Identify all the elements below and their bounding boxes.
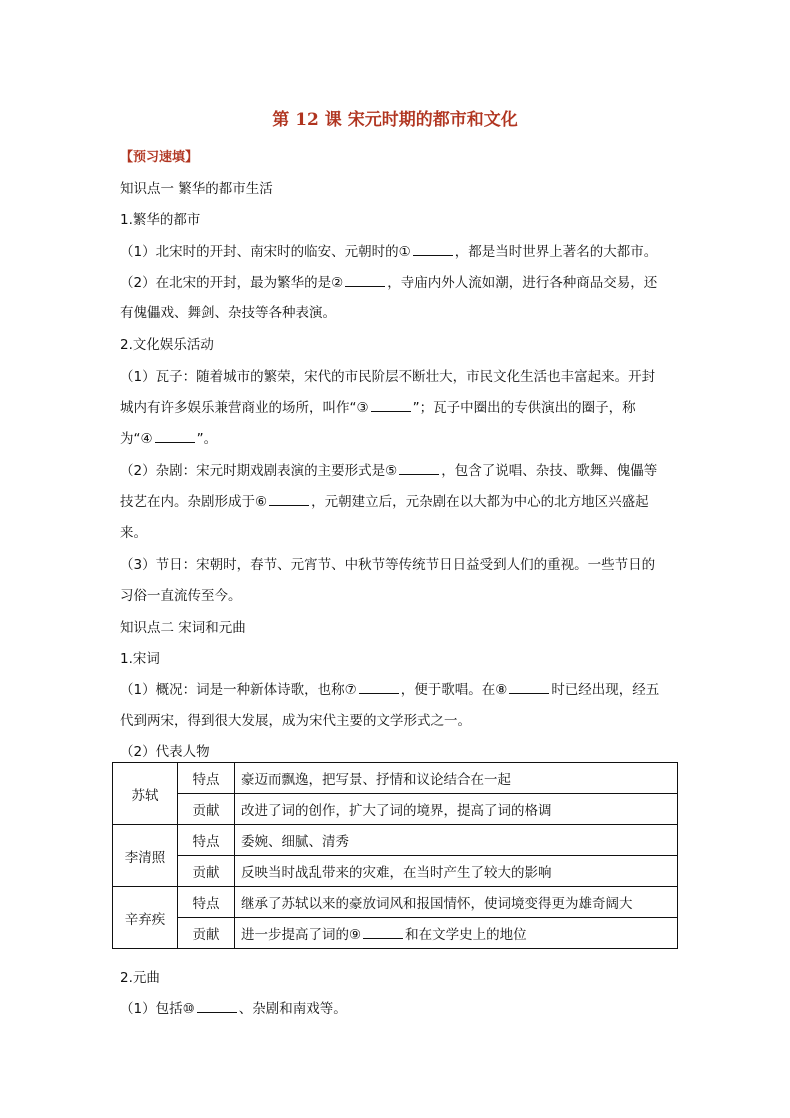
table-row	[113, 887, 678, 918]
knowledge-point-1-heading: 知识点一 繁华的都市生活	[120, 181, 273, 197]
row-label: 贡献	[178, 856, 235, 887]
paragraph: 代到两宋，得到很大发展，成为宋代主要的文学形式之一。	[120, 713, 471, 729]
row-value: 改进了词的创作，扩大了词的境界，提高了词的格调	[235, 794, 678, 825]
fill-blank-6[interactable]	[269, 493, 309, 506]
row-label: 贡献	[178, 918, 235, 949]
text: （1）北宋时的开封、南宋时的临安、元朝时的①	[120, 244, 411, 260]
subheading-entertainment: 2.文化娱乐活动	[120, 337, 214, 353]
row-label: 特点	[178, 887, 235, 918]
fill-blank-2[interactable]	[345, 274, 385, 287]
paragraph	[120, 490, 649, 510]
row-label: 贡献	[178, 794, 235, 825]
text: （2）在北宋的开封，最为繁华的是②	[120, 275, 344, 291]
text: 城内有许多娱乐兼营商业的场所，叫作“③	[120, 400, 369, 416]
subheading-prosperous-city: 1.繁华的都市	[120, 212, 201, 228]
row-value: 继承了苏轼以来的豪放词风和报国情怀，使词境变得更为雄奇阔大	[235, 887, 678, 918]
table-row	[113, 856, 678, 887]
row-label: 特点	[178, 825, 235, 856]
fill-blank-1[interactable]	[413, 243, 453, 256]
paragraph: 有傀儡戏、舞剑、杂技等各种表演。	[120, 305, 336, 321]
text: 为“④	[120, 431, 153, 447]
paragraph: （1）瓦子：随着城市的繁荣，宋代的市民阶层不断壮大，市民文化生活也丰富起来。开封	[120, 369, 656, 385]
row-value	[235, 918, 678, 949]
text: ，元朝建立后，元杂剧在以大都为中心的北方地区兴盛起	[311, 494, 649, 510]
text: ”。	[196, 431, 218, 447]
row-value: 豪迈而飘逸，把写景、抒情和议论结合在一起	[235, 763, 678, 794]
text: （2）杂剧：宋元时期戏剧表演的主要形式是⑤	[120, 463, 398, 479]
row-label: 特点	[178, 763, 235, 794]
text: （1）概况：词是一种新体诗歌，也称⑦	[120, 682, 357, 698]
fill-blank-3[interactable]	[371, 399, 411, 412]
text: （1）包括⑩	[120, 1001, 195, 1017]
text: ，都是当时世界上著名的大都市。	[454, 244, 658, 260]
paragraph	[120, 997, 347, 1017]
fill-blank-10[interactable]	[197, 1000, 237, 1013]
fill-blank-4[interactable]	[155, 430, 195, 443]
paragraph	[120, 240, 657, 260]
paragraph	[120, 271, 657, 291]
paragraph: （2）代表人物	[120, 744, 210, 760]
text: ”；瓦子中圈出的专供演出的圈子，称	[412, 400, 636, 416]
row-value: 委婉、细腻、清秀	[235, 825, 678, 856]
table-row	[113, 794, 678, 825]
page-title: 第 12 课 宋元时期的都市和文化	[272, 110, 518, 130]
text: 和在文学史上的地位	[405, 927, 527, 943]
paragraph	[120, 678, 659, 698]
text: 、杂剧和南戏等。	[238, 1001, 347, 1017]
row-value: 反映当时战乱带来的灾难，在当时产生了较大的影响	[235, 856, 678, 887]
fill-blank-9[interactable]	[363, 926, 403, 939]
paragraph: 习俗一直流传至今。	[120, 588, 242, 604]
paragraph	[120, 396, 636, 416]
table-row	[113, 763, 678, 794]
fill-blank-5[interactable]	[399, 462, 439, 475]
text: ，包含了说唱、杂技、歌舞、傀儡等	[441, 463, 658, 479]
text: 进一步提高了词的⑨	[241, 927, 362, 943]
table-row	[113, 825, 678, 856]
fill-blank-8[interactable]	[509, 681, 549, 694]
representative-poets-table	[112, 762, 678, 949]
subheading-song-ci: 1.宋词	[120, 651, 160, 667]
poet-name: 苏轼	[113, 763, 178, 825]
paragraph	[120, 427, 217, 447]
subheading-yuan-qu: 2.元曲	[120, 970, 160, 986]
text: ，便于歌唱。在⑧	[400, 682, 508, 698]
poet-name: 李清照	[113, 825, 178, 887]
knowledge-point-2-heading: 知识点二 宋词和元曲	[120, 620, 246, 636]
paragraph: （3）节日：宋朝时，春节、元宵节、中秋节等传统节日日益受到人们的重视。一些节日的	[120, 557, 656, 573]
text: 时已经出现，经五	[551, 682, 660, 698]
fill-blank-7[interactable]	[359, 681, 399, 694]
table-row	[113, 918, 678, 949]
poet-name: 辛弃疾	[113, 887, 178, 949]
text: ，寺庙内外人流如潮，进行各种商品交易，还	[387, 275, 658, 291]
paragraph: 来。	[120, 525, 147, 541]
paragraph	[120, 459, 657, 479]
text: 技艺在内。杂剧形成于⑥	[120, 494, 268, 510]
section-heading: 【预习速填】	[120, 150, 199, 165]
